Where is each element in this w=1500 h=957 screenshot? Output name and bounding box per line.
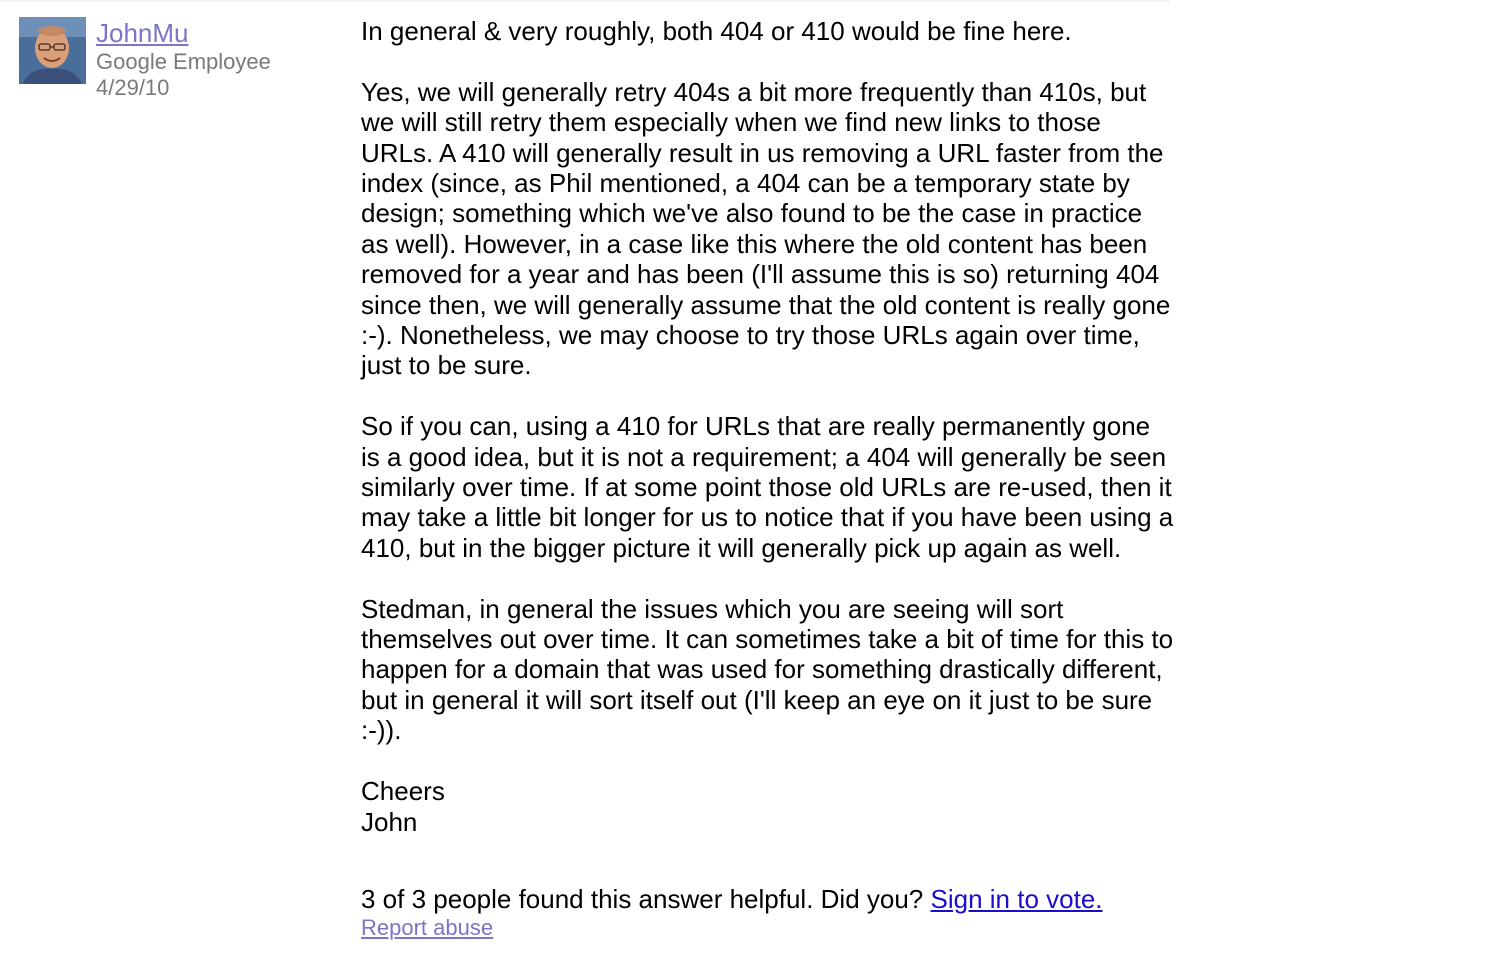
author-role: Google Employee (96, 49, 271, 74)
answer-paragraph: Yes, we will generally retry 404s a bit more frequently than 410s, but we will still retry them especially when we find new links to those URLs. A 410 will generally result in us removing a URL faster from the index (since, as Phil mentioned, a 404 can be a temporary state by design; something which we've also found to be the case in practice as well). However, in a case like this where the old content has been removed for a year and has been (I'll assume this is so) returning 404 since then, we will generally assume that the old content is really gone :-). Nonetheless, we may choose to try those URLs again over time, just to be sure. (361, 76, 1171, 381)
user-photo-icon[interactable] (19, 17, 86, 84)
answer-paragraph: In general & very roughly, both 404 or 410 would be fine here. (361, 16, 1072, 46)
sign-in-to-vote-link[interactable]: Sign in to vote. (930, 884, 1103, 914)
report-abuse-link[interactable]: Report abuse (361, 915, 494, 940)
author-meta (96, 17, 336, 101)
answer-body (361, 16, 1176, 867)
answer-paragraph: So if you can, using a 410 for URLs that are really permanently gone is a good idea, but it is not a requirement; a 404 will generally be seen similarly over time. If at some point those old URLs are re-used, then it may take a little bit longer for us to notice that if you have been using a 410, but in the bigger picture it will generally pick up again as well. (361, 411, 1174, 563)
author-name-link[interactable]: JohnMu (96, 18, 189, 48)
top-divider (0, 0, 1170, 2)
signoff-name: John (361, 806, 418, 837)
signoff-greeting: Cheers (361, 776, 445, 807)
answer-paragraph: Stedman, in general the issues which you are seeing will sort themselves out over time. It can sometimes take a bit of time for this to happen for a domain that was used for something drastically different, but in general it will sort itself out (I'll keep an eye on it just to be sure :-)). (361, 593, 1174, 746)
helpful-vote-line (361, 883, 1103, 915)
post-date: 4/29/10 (96, 75, 170, 100)
signoff (361, 776, 1176, 837)
helpful-count-text: 3 of 3 people found this answer helpful. Did you? (361, 884, 924, 914)
